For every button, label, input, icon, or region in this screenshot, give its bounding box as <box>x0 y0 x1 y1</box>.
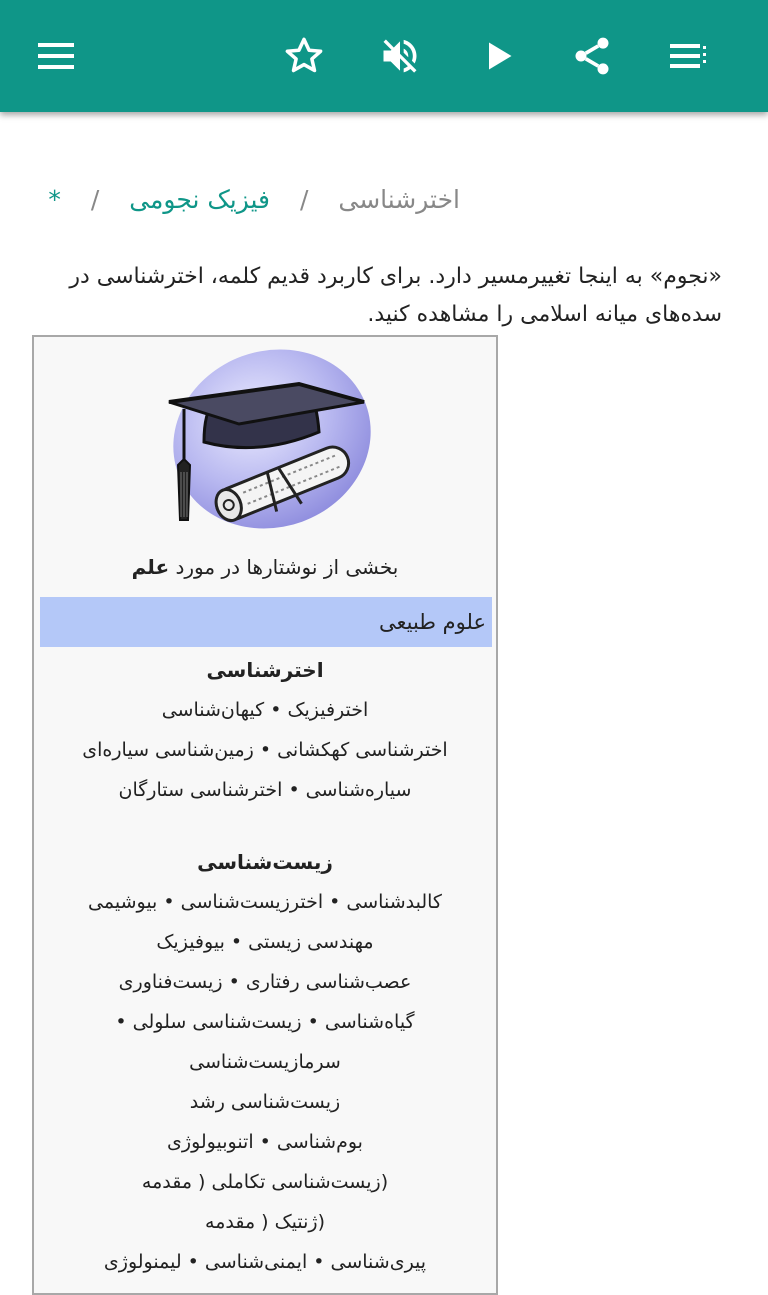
caption-text: بخشی از نوشتارها در مورد <box>175 555 399 579</box>
list-item[interactable]: (ژنتیک ( مقدمه <box>205 1211 325 1233</box>
list-item[interactable]: کالبدشناسی • اخترزیست‌شناسی • بیوشیمی <box>88 891 442 913</box>
menu-button[interactable] <box>28 28 84 84</box>
favorite-button[interactable] <box>276 28 332 84</box>
list-item[interactable]: پیری‌شناسی • ایمنی‌شناسی • لیمنولوژی <box>103 1251 427 1273</box>
list-item[interactable]: بوم‌شناسی • اتنوبیولوژی <box>167 1131 363 1153</box>
list-item[interactable]: سیاره‌شناسی • اخترشناسی ستارگان <box>118 779 412 801</box>
redirect-note: «نجوم» به اینجا تغییرمسیر دارد. برای کاربرد قدیم کلمه، اخترشناسی در سده‌های میانه اسلامی را مشاهده کنید. <box>69 264 722 327</box>
infobox-caption <box>34 555 496 579</box>
list-item[interactable]: اخترفیزیک • کیهان‌شناسی <box>161 699 369 721</box>
play-button[interactable] <box>470 28 526 84</box>
breadcrumb-separator: / <box>299 185 309 214</box>
list-item[interactable]: گیاه‌شناسی • زیست‌شناسی سلولی • <box>115 1011 415 1033</box>
hamburger-menu-icon <box>36 41 76 71</box>
list-item[interactable]: (زیست‌شناسی تکاملی ( مقدمه <box>141 1171 389 1193</box>
share-icon <box>570 34 614 78</box>
infobox-list <box>34 650 496 1282</box>
volume-off-icon <box>378 34 422 78</box>
play-icon <box>480 38 516 74</box>
breadcrumb-parent-link[interactable]: فیزیک نجومی <box>129 185 271 214</box>
list-heading-astronomy[interactable]: اخترشناسی <box>206 658 324 682</box>
breadcrumb-root-link[interactable]: * <box>48 185 61 214</box>
list-item[interactable]: اخترشناسی کهکشانی • زمین‌شناسی سیاره‌ای <box>82 739 448 761</box>
playlist-button[interactable] <box>660 28 716 84</box>
breadcrumb <box>40 180 460 220</box>
caption-link-science[interactable]: علم <box>131 555 170 579</box>
app-toolbar <box>0 0 768 112</box>
list-item[interactable]: زیست‌شناسی رشد <box>189 1091 341 1113</box>
list-spacer <box>34 810 496 842</box>
graduation-cap-icon <box>164 347 374 532</box>
share-button[interactable] <box>564 28 620 84</box>
list-heading-biology[interactable]: زیست‌شناسی <box>197 850 333 874</box>
playlist-icon <box>668 41 708 71</box>
list-item[interactable]: عصب‌شناسی رفتاری • زیست‌فناوری <box>118 971 412 993</box>
star-outline-icon <box>283 35 325 77</box>
section-header-natural-sciences[interactable]: علوم طبیعی <box>40 597 492 647</box>
mute-button[interactable] <box>372 28 428 84</box>
breadcrumb-separator: / <box>90 185 100 214</box>
list-item[interactable]: سرمازیست‌شناسی <box>189 1051 341 1073</box>
list-item[interactable]: مهندسی زیستی • بیوفیزیک <box>156 931 374 953</box>
breadcrumb-current: اخترشناسی <box>338 185 460 214</box>
science-infobox <box>32 335 498 1295</box>
